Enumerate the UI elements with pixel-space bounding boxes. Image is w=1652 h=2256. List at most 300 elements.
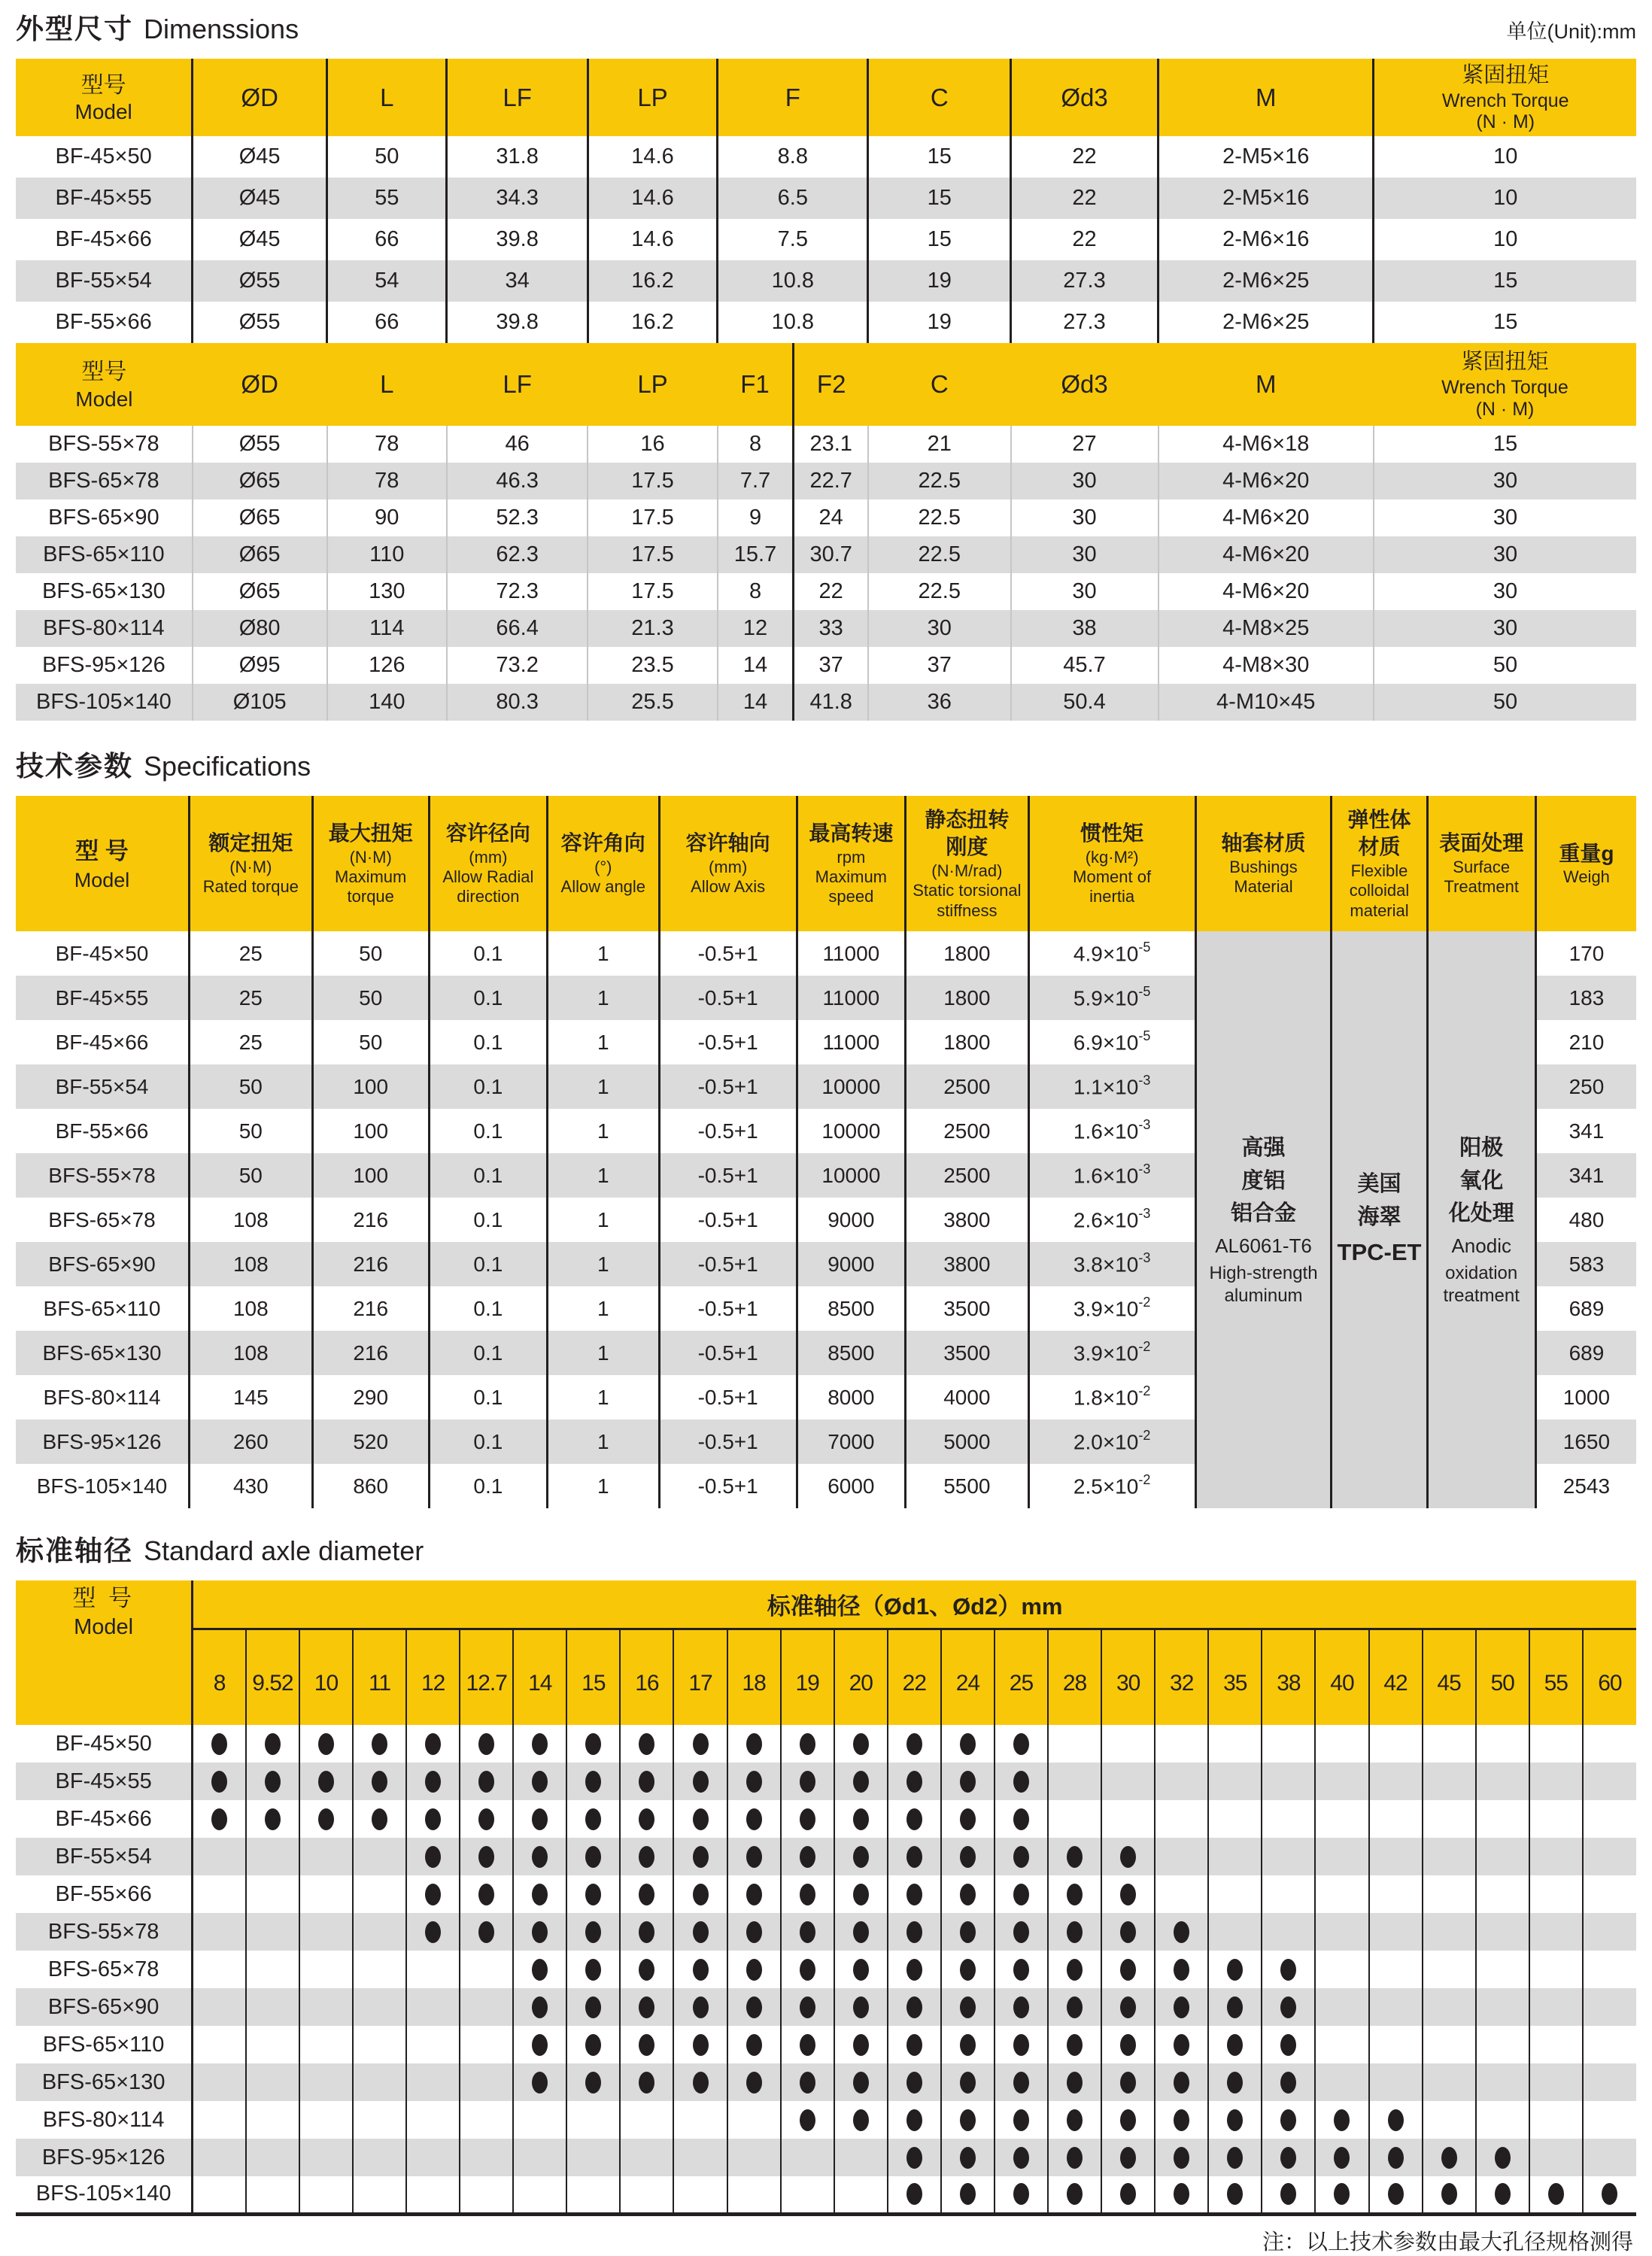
- value-cell: 19: [868, 260, 1011, 302]
- header-row: [16, 343, 1636, 426]
- table-row: [16, 1725, 1636, 1763]
- availability-cell: [406, 2026, 460, 2063]
- model-cell: BFS-105×140: [16, 684, 193, 721]
- value-cell: 860: [312, 1464, 429, 1508]
- dot-marker: [372, 1733, 387, 1755]
- availability-cell: [1155, 1951, 1208, 1988]
- dot-marker: [800, 1733, 815, 1755]
- dot-marker: [478, 1884, 494, 1905]
- availability-cell: [1155, 1800, 1208, 1838]
- dot-marker: [906, 2072, 922, 2094]
- header-diameter-22: 22: [888, 1629, 941, 1725]
- availability-cell: [834, 1725, 888, 1763]
- model-cell: BFS-95×126: [16, 1419, 189, 1464]
- value-cell: 0.1: [429, 1464, 547, 1508]
- weight-cell: 341: [1568, 1163, 1605, 1187]
- dot-marker: [906, 2109, 922, 2131]
- dot-marker: [1495, 2147, 1511, 2169]
- material-line: 化处理: [1448, 1201, 1514, 1226]
- availability-cell: [727, 2063, 781, 2101]
- availability-cell: [353, 1800, 406, 1838]
- header-line: Flexible: [1350, 861, 1408, 880]
- dot-marker: [532, 1996, 548, 2018]
- value-cell: 17.5: [588, 573, 717, 610]
- inertia-base: 3.9×10: [1073, 1341, 1139, 1365]
- weight-cell: 250: [1568, 1074, 1605, 1098]
- dot-marker: [1013, 1733, 1029, 1755]
- dot-marker: [1227, 2072, 1243, 2094]
- inertia-exponent: -5: [1138, 939, 1151, 955]
- header-rated-torque: [189, 796, 312, 931]
- value-cell: 14.6: [588, 219, 717, 260]
- availability-cell: [1423, 2026, 1476, 2063]
- value-cell: 22: [1011, 136, 1159, 178]
- inertia-cell: [1028, 1286, 1195, 1331]
- header-l: L: [327, 59, 447, 136]
- value-cell: 1: [547, 1109, 659, 1153]
- dot-marker: [1067, 2109, 1083, 2131]
- dot-marker: [1174, 2109, 1189, 2131]
- availability-cell: [673, 2063, 727, 2101]
- value-cell: 12: [718, 610, 794, 647]
- availability-cell: [460, 1988, 513, 2026]
- dot-marker: [746, 2072, 762, 2094]
- availability-cell: [1369, 2063, 1423, 2101]
- dot-marker: [1174, 2034, 1189, 2056]
- value-cell: 15: [1493, 310, 1518, 334]
- value-cell: 15: [868, 219, 1011, 260]
- header-line: rpm: [837, 847, 866, 867]
- dot-marker: [318, 1808, 334, 1830]
- inertia-exponent: -5: [1138, 1028, 1151, 1043]
- table-header: [16, 343, 1636, 426]
- inertia-cell: [1028, 1331, 1195, 1375]
- value-cell: Ø65: [193, 499, 327, 536]
- table-row: [16, 1951, 1636, 1988]
- dot-marker: [639, 1771, 654, 1793]
- value-cell: 6.5: [718, 178, 868, 219]
- value-cell: 50: [1493, 690, 1518, 714]
- availability-cell: [673, 1913, 727, 1951]
- dot-marker: [1227, 2147, 1243, 2169]
- model-cell: BFS-55×78: [16, 1913, 193, 1951]
- availability-cell: [620, 2139, 673, 2176]
- table-body: [16, 931, 1636, 1508]
- availability-cell: [781, 1988, 834, 2026]
- model-cell: BFS-65×78: [16, 463, 193, 499]
- dot-marker: [800, 1808, 815, 1830]
- availability-cell: [941, 2063, 995, 2101]
- dot-marker: [1120, 2147, 1136, 2169]
- dot-marker: [1013, 2109, 1029, 2131]
- dot-marker: [906, 1846, 922, 1868]
- value-cell: 50: [312, 1020, 429, 1064]
- value-cell: 126: [327, 647, 447, 684]
- value-cell: 0.1: [429, 1286, 547, 1331]
- availability-cell: [941, 1951, 995, 1988]
- availability-cell: [1423, 1763, 1476, 1800]
- header-moment-of-inertia: [1028, 796, 1195, 931]
- axle-title-en: Standard axle diameter: [144, 1535, 424, 1566]
- value-cell: -0.5+1: [659, 1331, 797, 1375]
- availability-cell: [941, 2026, 995, 2063]
- availability-cell: [888, 1838, 941, 1875]
- availability-cell: [406, 1763, 460, 1800]
- availability-cell: [781, 2101, 834, 2139]
- availability-cell: [353, 1725, 406, 1763]
- model-cell: BFS-105×140: [16, 2176, 193, 2214]
- availability-cell: [941, 2176, 995, 2214]
- dot-marker: [853, 1846, 869, 1868]
- value-cell: 1: [547, 976, 659, 1020]
- value-cell: Ø55: [193, 426, 327, 463]
- dot-marker: [853, 2034, 869, 2056]
- value-cell: 0.1: [429, 1153, 547, 1198]
- value-cell: 4-M6×18: [1159, 426, 1374, 463]
- value-cell: 41.8: [794, 684, 868, 721]
- availability-cell: [834, 1763, 888, 1800]
- availability-cell: [1583, 1913, 1636, 1951]
- value-cell: 38: [1011, 610, 1159, 647]
- dot-marker: [1174, 2147, 1189, 2169]
- value-cell: Ø80: [193, 610, 327, 647]
- inertia-cell: [1028, 1153, 1195, 1198]
- value-cell: 0.1: [429, 1419, 547, 1464]
- model-cell: BFS-80×114: [16, 1375, 189, 1419]
- dot-marker: [1388, 2147, 1404, 2169]
- availability-cell: [1155, 1725, 1208, 1763]
- value-cell: 11000: [797, 1020, 905, 1064]
- availability-cell: [1315, 2063, 1368, 2101]
- material-line: High-strength: [1209, 1262, 1318, 1283]
- model-cell: BFS-65×78: [16, 1198, 189, 1242]
- availability-cell: [513, 1988, 566, 2026]
- value-cell: 130: [327, 573, 447, 610]
- value-cell: -0.5+1: [659, 1419, 797, 1464]
- value-cell: 16.2: [588, 260, 717, 302]
- value-cell: -0.5+1: [659, 1109, 797, 1153]
- value-cell: Ø45: [193, 178, 327, 219]
- availability-cell: [193, 1875, 246, 1913]
- value-cell: 10000: [797, 1064, 905, 1109]
- model-cell: BFS-95×126: [16, 2139, 193, 2176]
- value-cell: 6000: [797, 1464, 905, 1508]
- table-row: [16, 302, 1636, 343]
- availability-cell: [246, 2101, 299, 2139]
- dot-marker: [960, 1884, 976, 1905]
- table-header: [16, 59, 1636, 136]
- availability-cell: [513, 1875, 566, 1913]
- dot-marker: [211, 1733, 227, 1755]
- header-line: material: [1350, 900, 1409, 920]
- availability-cell: [727, 1988, 781, 2026]
- availability-cell: [1529, 1988, 1583, 2026]
- availability-cell: [1208, 1875, 1262, 1913]
- availability-cell: [1369, 1800, 1423, 1838]
- value-cell: 9: [718, 499, 794, 536]
- value-cell: 50: [312, 931, 429, 976]
- model-cell: BFS-95×126: [16, 647, 193, 684]
- header-line: stiffness: [937, 900, 998, 920]
- material-line: oxidation: [1445, 1262, 1518, 1283]
- model-cell: BF-45×55: [16, 1763, 193, 1800]
- dot-marker: [1067, 2034, 1083, 2056]
- dot-marker: [1280, 1996, 1296, 2018]
- availability-cell: [673, 2139, 727, 2176]
- availability-cell: [1048, 2139, 1101, 2176]
- header-row: [16, 796, 1636, 931]
- header-diameter-9.52: 9.52: [246, 1629, 299, 1725]
- availability-cell: [727, 2101, 781, 2139]
- dot-marker: [960, 2072, 976, 2094]
- value-cell: 140: [327, 684, 447, 721]
- value-cell: 0.1: [429, 1198, 547, 1242]
- table-row: [16, 647, 1636, 684]
- dot-marker: [1548, 2183, 1564, 2205]
- header-diameter-8: 8: [193, 1629, 246, 1725]
- header-line: (N · M): [1476, 111, 1535, 133]
- header-model: [16, 1580, 193, 1725]
- availability-cell: [1476, 1763, 1529, 1800]
- value-cell: 0.1: [429, 976, 547, 1020]
- header-allow-axis: [659, 796, 797, 931]
- value-cell: 7.7: [718, 463, 794, 499]
- header-line: Bushings: [1229, 857, 1298, 876]
- availability-cell: [781, 1725, 834, 1763]
- value-cell: 1: [547, 1331, 659, 1375]
- availability-cell: [1262, 1763, 1315, 1800]
- inertia-base: 3.8×10: [1073, 1252, 1139, 1277]
- availability-cell: [1583, 1838, 1636, 1875]
- value-cell: -0.5+1: [659, 976, 797, 1020]
- availability-cell: [620, 1763, 673, 1800]
- dot-marker: [265, 1733, 281, 1755]
- dot-marker: [1013, 2072, 1029, 2094]
- availability-cell: [460, 1800, 513, 1838]
- availability-cell: [834, 1913, 888, 1951]
- availability-cell: [1529, 2139, 1583, 2176]
- value-cell: 22.5: [868, 499, 1011, 536]
- availability-cell: [673, 1725, 727, 1763]
- dot-marker: [693, 2072, 709, 2094]
- dot-marker: [1334, 2147, 1350, 2169]
- header-diameter-12: 12: [406, 1629, 460, 1725]
- dot-marker: [693, 1921, 709, 1943]
- value-cell: 21.3: [588, 610, 717, 647]
- dot-marker: [906, 1808, 922, 1830]
- value-cell: 55: [327, 178, 447, 219]
- dot-marker: [585, 1996, 601, 2018]
- inertia-cell: [1028, 1198, 1195, 1242]
- value-cell: 30.7: [794, 536, 868, 573]
- header-line: 容许轴向: [685, 831, 770, 855]
- availability-cell: [1262, 2026, 1315, 2063]
- header-diameter-45: 45: [1423, 1629, 1476, 1725]
- value-cell: Ø65: [193, 573, 327, 610]
- availability-cell: [1262, 2139, 1315, 2176]
- header-wrench-torque: [1374, 343, 1636, 426]
- availability-cell: [888, 2139, 941, 2176]
- availability-cell: [1155, 2139, 1208, 2176]
- inertia-cell: [1028, 1020, 1195, 1064]
- model-cell: BFS-80×114: [16, 2101, 193, 2139]
- value-cell: 34.3: [447, 178, 588, 219]
- availability-cell: [1369, 1763, 1423, 1800]
- header-allow-angle: [547, 796, 659, 931]
- availability-cell: [995, 1838, 1048, 1875]
- value-cell: 4-M6×20: [1159, 536, 1374, 573]
- model-cell: BF-45×50: [16, 136, 193, 178]
- dot-marker: [960, 1921, 976, 1943]
- dot-marker: [372, 1771, 387, 1793]
- availability-cell: [1262, 1951, 1315, 1988]
- availability-cell: [460, 1763, 513, 1800]
- dimensions-table-bfs: [16, 343, 1636, 721]
- header-diameter-10: 10: [299, 1629, 353, 1725]
- availability-cell: [995, 1988, 1048, 2026]
- availability-cell: [566, 2176, 620, 2214]
- value-cell: 2500: [906, 1064, 1029, 1109]
- table-row: [16, 684, 1636, 721]
- header-line: (mm): [469, 847, 508, 867]
- model-cell: BF-55×66: [16, 1875, 193, 1913]
- weight-cell: 1000: [1562, 1385, 1611, 1409]
- availability-cell: [1583, 2063, 1636, 2101]
- value-cell: 22.7: [794, 463, 868, 499]
- availability-cell: [1262, 1913, 1315, 1951]
- model-cell: BFS-105×140: [16, 1464, 189, 1508]
- dot-marker: [906, 2034, 922, 2056]
- weight-cell: 689: [1568, 1341, 1605, 1365]
- header-lp: LP: [588, 343, 717, 426]
- header-diameter-38: 38: [1262, 1629, 1315, 1725]
- availability-cell: [727, 1763, 781, 1800]
- header-line: Material: [1234, 877, 1293, 897]
- material-line: 铝合金: [1231, 1201, 1297, 1226]
- availability-cell: [620, 2176, 673, 2214]
- availability-cell: [995, 1763, 1048, 1800]
- value-cell: 0.1: [429, 1064, 547, 1109]
- dot-marker: [1388, 2109, 1404, 2131]
- header-line: Surface: [1453, 857, 1511, 876]
- availability-cell: [1155, 1988, 1208, 2026]
- availability-cell: [620, 1913, 673, 1951]
- availability-cell: [673, 1988, 727, 2026]
- value-cell: 2500: [906, 1109, 1029, 1153]
- header-line: inertia: [1089, 887, 1135, 906]
- header-diameter-17: 17: [673, 1629, 727, 1725]
- availability-cell: [727, 1725, 781, 1763]
- header-line: 刚度: [946, 835, 988, 859]
- availability-cell: [299, 1838, 353, 1875]
- value-cell: 5500: [906, 1464, 1029, 1508]
- availability-cell: [1583, 1988, 1636, 2026]
- dot-marker: [800, 2109, 815, 2131]
- material-line: aluminum: [1224, 1285, 1303, 1306]
- header-line: 惯性矩: [1080, 821, 1144, 846]
- value-cell: 1: [547, 1375, 659, 1419]
- availability-cell: [1048, 1951, 1101, 1988]
- header-line: 最高转速: [809, 821, 894, 846]
- dot-marker: [800, 1921, 815, 1943]
- value-cell: 10000: [797, 1109, 905, 1153]
- availability-cell: [1101, 1988, 1155, 2026]
- header-axle-span: 标准轴径（Ød1、Ød2）mm: [193, 1580, 1636, 1629]
- availability-cell: [888, 2063, 941, 2101]
- value-cell: 78: [327, 426, 447, 463]
- header-maximum-speed: [797, 796, 905, 931]
- availability-cell: [299, 2026, 353, 2063]
- availability-cell: [566, 2101, 620, 2139]
- value-cell: 1: [547, 1153, 659, 1198]
- value-cell: 78: [327, 463, 447, 499]
- header-diameter-16: 16: [620, 1629, 673, 1725]
- dot-marker: [1334, 2183, 1350, 2205]
- header-f2: F2: [794, 343, 868, 426]
- availability-cell: [1583, 1800, 1636, 1838]
- header-model: [16, 796, 189, 931]
- dot-marker: [372, 1808, 387, 1830]
- inertia-base: 1.6×10: [1073, 1119, 1139, 1143]
- dot-marker: [1120, 1959, 1136, 1981]
- value-cell: 0.1: [429, 1331, 547, 1375]
- dot-marker: [1120, 2183, 1136, 2205]
- specifications-title-row: [16, 743, 1636, 784]
- value-cell: 30: [1011, 536, 1159, 573]
- availability-cell: [1155, 2026, 1208, 2063]
- availability-cell: [513, 1951, 566, 1988]
- material-line: 海翠: [1357, 1204, 1401, 1229]
- availability-cell: [1315, 1951, 1368, 1988]
- value-cell: 17.5: [588, 536, 717, 573]
- value-cell: -0.5+1: [659, 1020, 797, 1064]
- dot-marker: [1227, 2109, 1243, 2131]
- availability-cell: [246, 1800, 299, 1838]
- header-d3: Ød3: [1011, 343, 1159, 426]
- availability-cell: [1315, 1875, 1368, 1913]
- header-diameter-25: 25: [995, 1629, 1048, 1725]
- availability-cell: [353, 2026, 406, 2063]
- value-cell: 15.7: [718, 536, 794, 573]
- value-cell: 22: [1011, 178, 1159, 219]
- model-cell: BF-45×50: [16, 931, 189, 976]
- dot-marker: [800, 1884, 815, 1905]
- dot-marker: [1067, 2183, 1083, 2205]
- availability-cell: [1315, 2139, 1368, 2176]
- value-cell: 2-M6×25: [1159, 302, 1374, 343]
- availability-cell: [246, 1988, 299, 2026]
- value-cell: 30: [868, 610, 1011, 647]
- availability-cell: [1423, 1951, 1476, 1988]
- availability-cell: [1423, 1838, 1476, 1875]
- availability-cell: [460, 1838, 513, 1875]
- value-cell: 8500: [797, 1286, 905, 1331]
- header-line: colloidal: [1349, 881, 1410, 900]
- weight-cell: 583: [1568, 1252, 1605, 1276]
- value-cell: 11000: [797, 931, 905, 976]
- availability-cell: [1476, 2063, 1529, 2101]
- availability-cell: [406, 1988, 460, 2026]
- dot-marker: [746, 1771, 762, 1793]
- value-cell: 30: [1493, 469, 1518, 493]
- dot-marker: [1280, 2183, 1296, 2205]
- availability-cell: [246, 2026, 299, 2063]
- material-line: 美国: [1357, 1172, 1401, 1197]
- value-cell: 30: [1011, 573, 1159, 610]
- value-cell: 4-M8×25: [1159, 610, 1374, 647]
- value-cell: 520: [312, 1419, 429, 1464]
- header-line: 型号: [80, 72, 126, 98]
